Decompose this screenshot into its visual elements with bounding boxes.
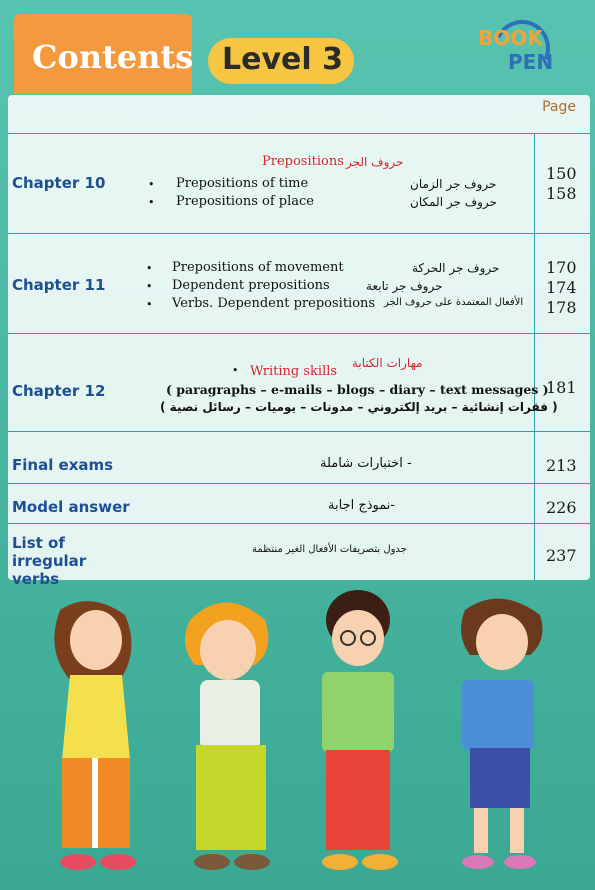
level-badge [208, 38, 354, 84]
section-heading-en: Prepositions [262, 154, 344, 169]
list-item-ar: حروف جر الزمان [410, 177, 497, 191]
list-item: Dependent prepositions [172, 278, 330, 293]
page-number: 150 [546, 164, 577, 183]
girl-orange-hair-figure [185, 603, 270, 871]
page-number: 158 [546, 184, 577, 203]
writing-types-ar: ( فقرات إنشائية – بريد إلكتروني – مدونات – يوميات – رسائل نصية ) [160, 400, 558, 414]
page-number: 181 [546, 378, 577, 397]
chapter-label: Chapter 12 [12, 382, 106, 400]
bullet-icon: • [146, 280, 153, 293]
list-item-ar: حروف جر تابعة [366, 279, 443, 293]
list-item: Verbs. Dependent prepositions [172, 296, 376, 311]
bullet-icon: • [146, 262, 153, 275]
writing-types-en: ( paragraphs – e-mails – blogs – diary – text messages ) [166, 382, 549, 397]
table-row-final-exams [8, 431, 590, 483]
page-column-label: Page [542, 99, 576, 115]
logo-text-2: PEN [508, 50, 554, 74]
page-number: 226 [546, 498, 577, 517]
page-number: 237 [546, 546, 577, 565]
list-item-ar: - اختبارات شاملة [320, 456, 412, 471]
table-row-irregular-verbs [8, 523, 590, 588]
contents-tab [14, 14, 192, 94]
logo-text-1: BOOK [478, 26, 543, 50]
table-row-chapter-12 [8, 333, 590, 431]
list-item-ar: حروف جر الحركة [412, 261, 500, 275]
bullet-icon: • [148, 178, 155, 191]
page-number: 213 [546, 456, 577, 475]
girl-yellow-shirt-figure [54, 601, 136, 870]
page-number: 178 [546, 298, 577, 317]
contents-title: Contents [32, 38, 194, 76]
chapter-label: Model answer [12, 498, 130, 516]
boy-glasses-figure [322, 590, 398, 870]
bullet-icon: • [146, 298, 153, 311]
bullet-icon: • [232, 364, 239, 377]
page-number: 174 [546, 278, 577, 297]
list-item-ar: الأفعال المعتمدة على حروف الجر [384, 297, 524, 308]
chapter-label: Chapter 10 [12, 174, 106, 192]
section-heading-en: Writing skills [250, 364, 338, 379]
list-item: Prepositions of movement [172, 260, 344, 275]
contents-table [8, 95, 590, 588]
chapter-label: Final exams [12, 456, 114, 474]
level-label: Level 3 [222, 42, 343, 77]
table-row-chapter-11 [8, 233, 590, 333]
chapter-label: Chapter 11 [12, 276, 106, 294]
bullet-icon: • [148, 196, 155, 209]
publisher-logo [472, 26, 568, 96]
list-item-ar: حروف جر المكان [410, 195, 497, 209]
chapter-label: List of irregular verbs [12, 534, 87, 588]
page-number: 170 [546, 258, 577, 277]
list-item: Prepositions of place [176, 194, 314, 209]
girl-blue-shirt-figure [461, 599, 542, 869]
table-row-model-answer [8, 483, 590, 523]
table-row-chapter-10 [8, 133, 590, 233]
list-item-ar: -نموذج اجابة [328, 498, 396, 513]
section-heading-ar: حروف الجر [346, 155, 404, 169]
section-heading-ar: مهارات الكتابة [352, 356, 423, 370]
list-item: Prepositions of time [176, 176, 309, 191]
children-illustration [0, 580, 595, 890]
list-item-ar: جدول بتصريفات الأفعال الغير منتظمة [252, 544, 407, 555]
